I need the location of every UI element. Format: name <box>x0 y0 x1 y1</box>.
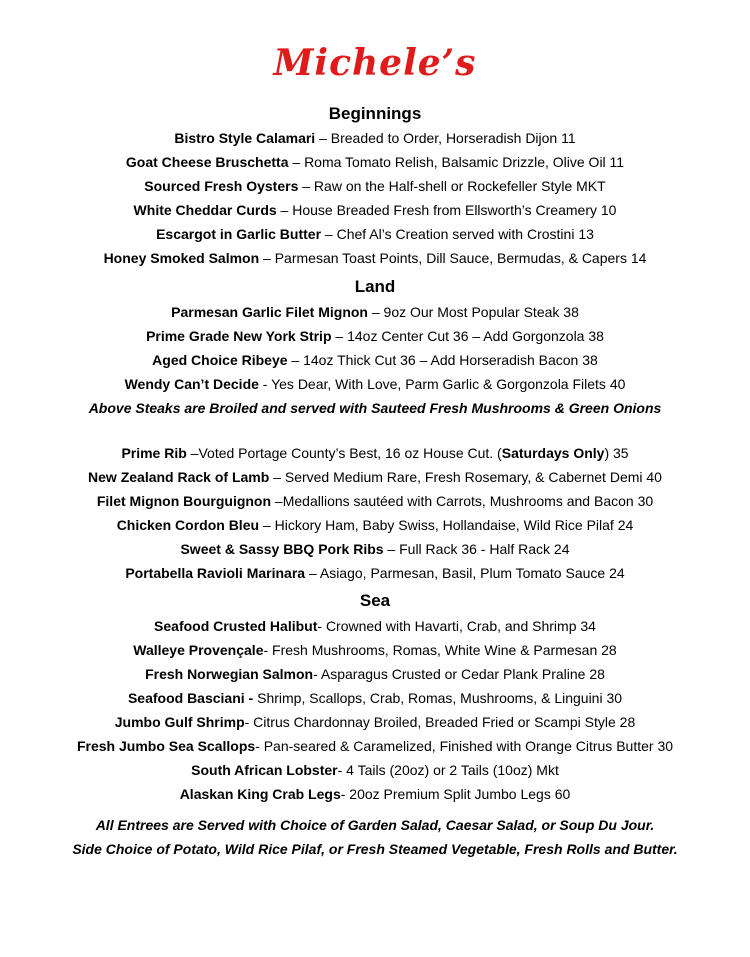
menu-item: South African Lobster- 4 Tails (20oz) or 2 Tails (10oz) Mkt <box>191 762 559 778</box>
menu-item: Sweet & Sassy BBQ Pork Ribs – Full Rack 36 - Half Rack 24 <box>180 541 570 557</box>
menu-item: Jumbo Gulf Shrimp- Citrus Chardonnay Broiled, Breaded Fried or Scampi Style 28 <box>114 714 636 730</box>
menu-item: Wendy Can’t Decide - Yes Dear, With Love, Parm Garlic & Gorgonzola Filets 40 <box>124 376 626 392</box>
menu-item: Goat Cheese Bruschetta – Roma Tomato Relish, Balsamic Drizzle, Olive Oil 11 <box>125 154 625 170</box>
menu-item: Honey Smoked Salmon – Parmesan Toast Points, Dill Sauce, Bermudas, & Capers 14 <box>103 250 647 266</box>
section-heading-sea: Sea <box>359 591 391 610</box>
footer-note-sides: Side Choice of Potato, Wild Rice Pilaf, or Fresh Steamed Vegetable, Fresh Rolls and Butter. <box>72 841 678 857</box>
section-heading-land: Land <box>354 277 396 296</box>
menu-item: Chicken Cordon Bleu – Hickory Ham, Baby Swiss, Hollandaise, Wild Rice Pilaf 24 <box>116 517 634 533</box>
menu-item: Bistro Style Calamari – Breaded to Order, Horseradish Dijon 11 <box>174 130 576 146</box>
menu-item: Alaskan King Crab Legs- 20oz Premium Split Jumbo Legs 60 <box>179 786 571 802</box>
footer-note-entrees: All Entrees are Served with Choice of Garden Salad, Caesar Salad, or Soup Du Jour. <box>95 817 655 833</box>
menu-item: Sourced Fresh Oysters – Raw on the Half-shell or Rockefeller Style MKT <box>144 178 606 194</box>
menu-item: Escargot in Garlic Butter – Chef Al’s Creation served with Crostini 13 <box>156 226 594 242</box>
menu-item: New Zealand Rack of Lamb – Served Medium Rare, Fresh Rosemary, & Cabernet Demi 40 <box>88 469 662 485</box>
menu-item: Portabella Ravioli Marinara – Asiago, Parmesan, Basil, Plum Tomato Sauce 24 <box>125 565 625 581</box>
menu-item: Aged Choice Ribeye – 14oz Thick Cut 36 – Add Horseradish Bacon 38 <box>152 352 598 368</box>
menu-item: Walleye Provençale- Fresh Mushrooms, Romas, White Wine & Parmesan 28 <box>133 642 617 658</box>
menu-item: Seafood Crusted Halibut- Crowned with Havarti, Crab, and Shrimp 34 <box>154 618 596 634</box>
menu-item: White Cheddar Curds – House Breaded Fresh from Ellsworth’s Creamery 10 <box>133 202 617 218</box>
menu-item-prime-rib: Prime Rib –Voted Portage County’s Best, 16 oz House Cut. (Saturdays Only) 35 <box>121 445 629 461</box>
menu-item: Seafood Basciani - Shrimp, Scallops, Crab, Romas, Mushrooms, & Linguini 30 <box>127 690 623 706</box>
steak-note: Above Steaks are Broiled and served with Sauteed Fresh Mushrooms & Green Onions <box>88 400 662 416</box>
restaurant-title: Michele’s <box>273 42 477 84</box>
menu-item: Fresh Norwegian Salmon- Asparagus Crusted or Cedar Plank Praline 28 <box>145 666 605 682</box>
menu-item: Fresh Jumbo Sea Scallops- Pan-seared & Caramelized, Finished with Orange Citrus Butter 30 <box>76 738 674 754</box>
section-heading-beginnings: Beginnings <box>328 104 422 123</box>
menu-item: Parmesan Garlic Filet Mignon – 9oz Our Most Popular Steak 38 <box>171 304 579 320</box>
menu-item: Filet Mignon Bourguignon –Medallions sautéed with Carrots, Mushrooms and Bacon 30 <box>96 493 654 509</box>
menu-item: Prime Grade New York Strip – 14oz Center Cut 36 – Add Gorgonzola 38 <box>146 328 604 344</box>
